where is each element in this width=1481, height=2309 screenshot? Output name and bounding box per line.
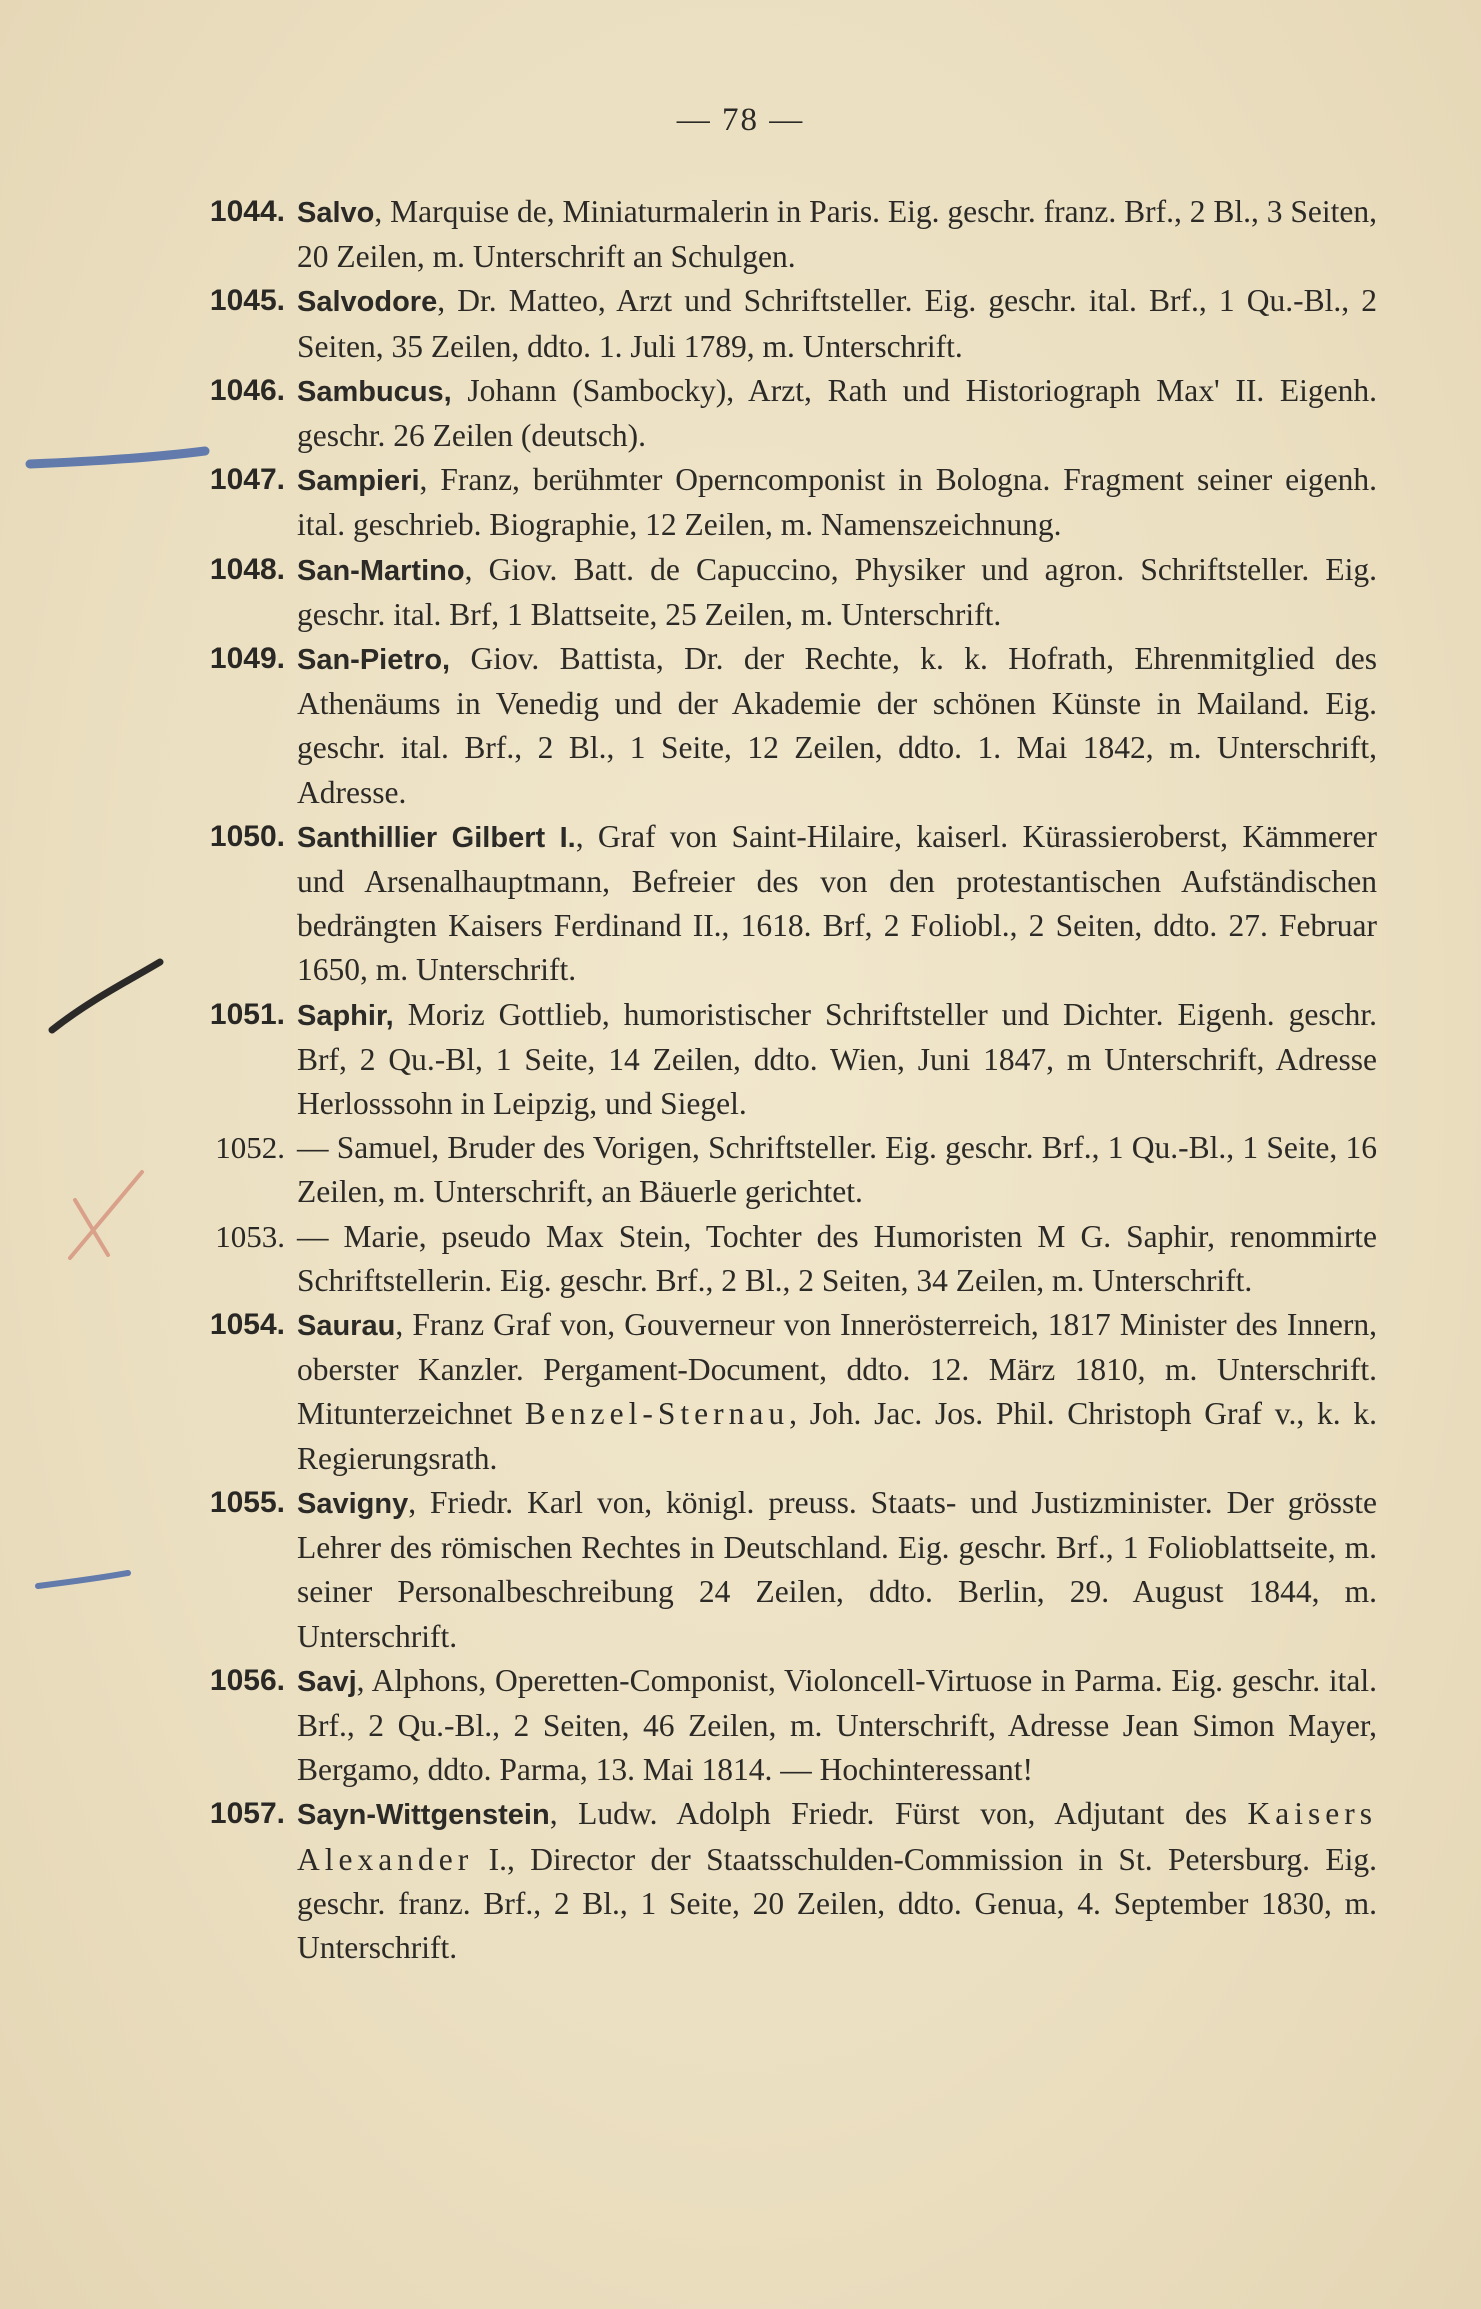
entry-1056 — [0, 1659, 1481, 1793]
entry-number: 1044. — [209, 195, 285, 228]
spaced-name: Kaisers Alexander — [297, 1796, 1377, 1877]
entry-number: 1046. — [209, 373, 285, 407]
entry-name: Savigny — [297, 1487, 409, 1520]
entry-number: 1051. — [209, 997, 285, 1031]
entry-name: San-Martino — [297, 554, 465, 587]
entry-number: 1052. — [215, 1130, 285, 1166]
entry-number: 1047. — [209, 463, 285, 497]
entry-1054 — [0, 1303, 1481, 1481]
entry-name: San-Pietro, — [297, 644, 451, 677]
entry-description: , Franz Graf von, Gouverneur von Innerösterreich, 1817 Minister des Innern, oberster Kanzler. Pergament-Document, ddto. 12. März 1810, m. Unterschrift. Mitunterzeichnet — [297, 1307, 1377, 1432]
entry-number: 1049. — [209, 642, 285, 676]
entry-name: Saurau — [297, 1310, 396, 1343]
entry-1053 — [0, 1215, 1481, 1303]
entry-1049 — [0, 637, 1481, 815]
entry-number: 1057. — [209, 1797, 285, 1831]
entry-description: — Marie, pseudo Max Stein, Tochter des Humoristen M G. Saphir, renommirte Schriftstellerin. Eig. geschr. Brf., 2 Bl., 2 Seiten, 34 Zeilen, m. Unterschrift. — [297, 1218, 1377, 1298]
entry-description: , Marquise de, Miniaturmalerin in Paris. Eig. geschr. franz. Brf., 2 Bl., 3 Seiten, 20 Zeilen, m. Unterschrift an Schulgen. — [297, 194, 1377, 275]
entry-description-continued: I., Director der Staatsschulden-Commission in St. Petersburg. Eig. geschr. franz. Brf., 2 Bl., 1 Seite, 20 Zeilen, ddto. Genua, 4. September 1830, m. Unterschrift. — [297, 1841, 1377, 1965]
entry-name: Salvo — [297, 197, 375, 229]
entry-description: — Samuel, Bruder des Vorigen, Schriftsteller. Eig. geschr. Brf., 1 Qu.-Bl., 1 Seite, 16 Zeilen, m. Unterschrift, an Bäuerle gerichtet. — [297, 1130, 1377, 1210]
entry-number: 1055. — [209, 1485, 285, 1519]
entry-number: 1056. — [209, 1663, 285, 1697]
entry-1057 — [0, 1792, 1481, 1970]
entry-number: 1048. — [209, 552, 285, 586]
entry-name: Sayn-Wittgenstein — [297, 1799, 550, 1832]
entry-description: , Giov. Batt. de Capuccino, Physiker und agron. Schriftsteller. Eig. geschr. ital. Brf, 1 Blattseite, 25 Zeilen, m. Unterschrift. — [297, 551, 1377, 632]
entry-1050 — [0, 815, 1481, 993]
entry-description: Moriz Gottlieb, humoristischer Schriftsteller und Dichter. Eigenh. geschr. Brf, 2 Qu.-Bl, 1 Seite, 14 Zeilen, ddto. Wien, Juni 1847, m Unterschrift, Adresse Herlosssohn in Leipzig, und Siegel. — [297, 996, 1377, 1122]
entry-1052 — [0, 1126, 1481, 1214]
entry-name: Saphir, — [297, 999, 394, 1032]
entry-name: Santhillier Gilbert I. — [297, 821, 576, 854]
entry-1045 — [0, 279, 1481, 368]
entry-description: Giov. Battista, Dr. der Rechte, k. k. Hofrath, Ehrenmitglied des Athenäums in Venedig und der Akademie der schönen Künste in Mailand. Eig. geschr. ital. Brf., 2 Bl., 1 Seite, 12 Zeilen, ddto. 1. Mai 1842, m. Unterschrift, Adresse. — [297, 641, 1377, 810]
entry-number: 1045. — [209, 284, 285, 318]
entry-number: 1054. — [209, 1308, 285, 1342]
entry-1051 — [0, 993, 1481, 1127]
entry-name: Sambucus, — [297, 375, 452, 408]
entry-description: , Ludw. Adolph Friedr. Fürst von, Adjutant des — [549, 1796, 1248, 1832]
entry-description: , Alphons, Operetten-Componist, Violoncell-Virtuose in Parma. Eig. geschr. ital. Brf., 2 Qu.-Bl., 2 Seiten, 46 Zeilen, m. Unterschrift, Adresse Jean Simon Mayer, Bergamo, ddto. Parma, 13. Mai 1814. — Hochinteressant! — [297, 1662, 1377, 1788]
entry-list — [0, 190, 1481, 1970]
entry-name: Savj — [297, 1665, 357, 1698]
entry-name: Salvodore — [297, 286, 438, 319]
entry-1046 — [0, 369, 1481, 458]
entry-1055 — [0, 1481, 1481, 1659]
spaced-name: Benzel-Sternau — [524, 1396, 790, 1432]
entry-number: 1050. — [209, 819, 285, 853]
entry-1048 — [0, 548, 1481, 637]
entry-name: Sampieri — [297, 465, 420, 498]
entry-1047 — [0, 458, 1481, 547]
entry-number: 1053. — [215, 1218, 285, 1254]
entry-description: , Franz, berühmter Operncomponist in Bologna. Fragment seiner eigenh. ital. geschrieb. Biographie, 12 Zeilen, m. Namenszeichnung. — [297, 462, 1377, 543]
entry-description: , Dr. Matteo, Arzt und Schriftsteller. Eig. geschr. ital. Brf., 1 Qu.-Bl., 2 Seiten, 35 Zeilen, ddto. 1. Juli 1789, m. Unterschrift. — [297, 283, 1377, 364]
entry-description: , Friedr. Karl von, königl. preuss. Staats- und Justizminister. Der grösste Lehrer des römischen Rechtes in Deutschland. Eig. geschr. Brf., 1 Folioblattseite, m. seiner Personalbeschreibung 24 Zeilen, ddto. Berlin, 29. August 1844, m. Unterschrift. — [297, 1484, 1377, 1654]
page-number: — 78 — — [676, 102, 805, 138]
entry-1044 — [0, 190, 1481, 279]
entry-description-continued: , Joh. Jac. Jos. Phil. Christoph Graf v., k. k. Regierungsrath. — [297, 1396, 1377, 1476]
entry-description: , Graf von Saint-Hilaire, kaiserl. Kürassieroberst, Kämmerer und Arsenalhauptmann, Befreier des von den protestantischen Aufständischen bedrängten Kaisers Ferdinand II., 1618. Brf, 2 Foliobl., 2 Seiten, ddto. 27. Februar 1650, m. Unterschrift. — [297, 818, 1377, 988]
entry-description: Johann (Sambocky), Arzt, Rath und Historiograph Max' II. Eigenh. geschr. 26 Zeilen (deutsch). — [297, 372, 1377, 454]
